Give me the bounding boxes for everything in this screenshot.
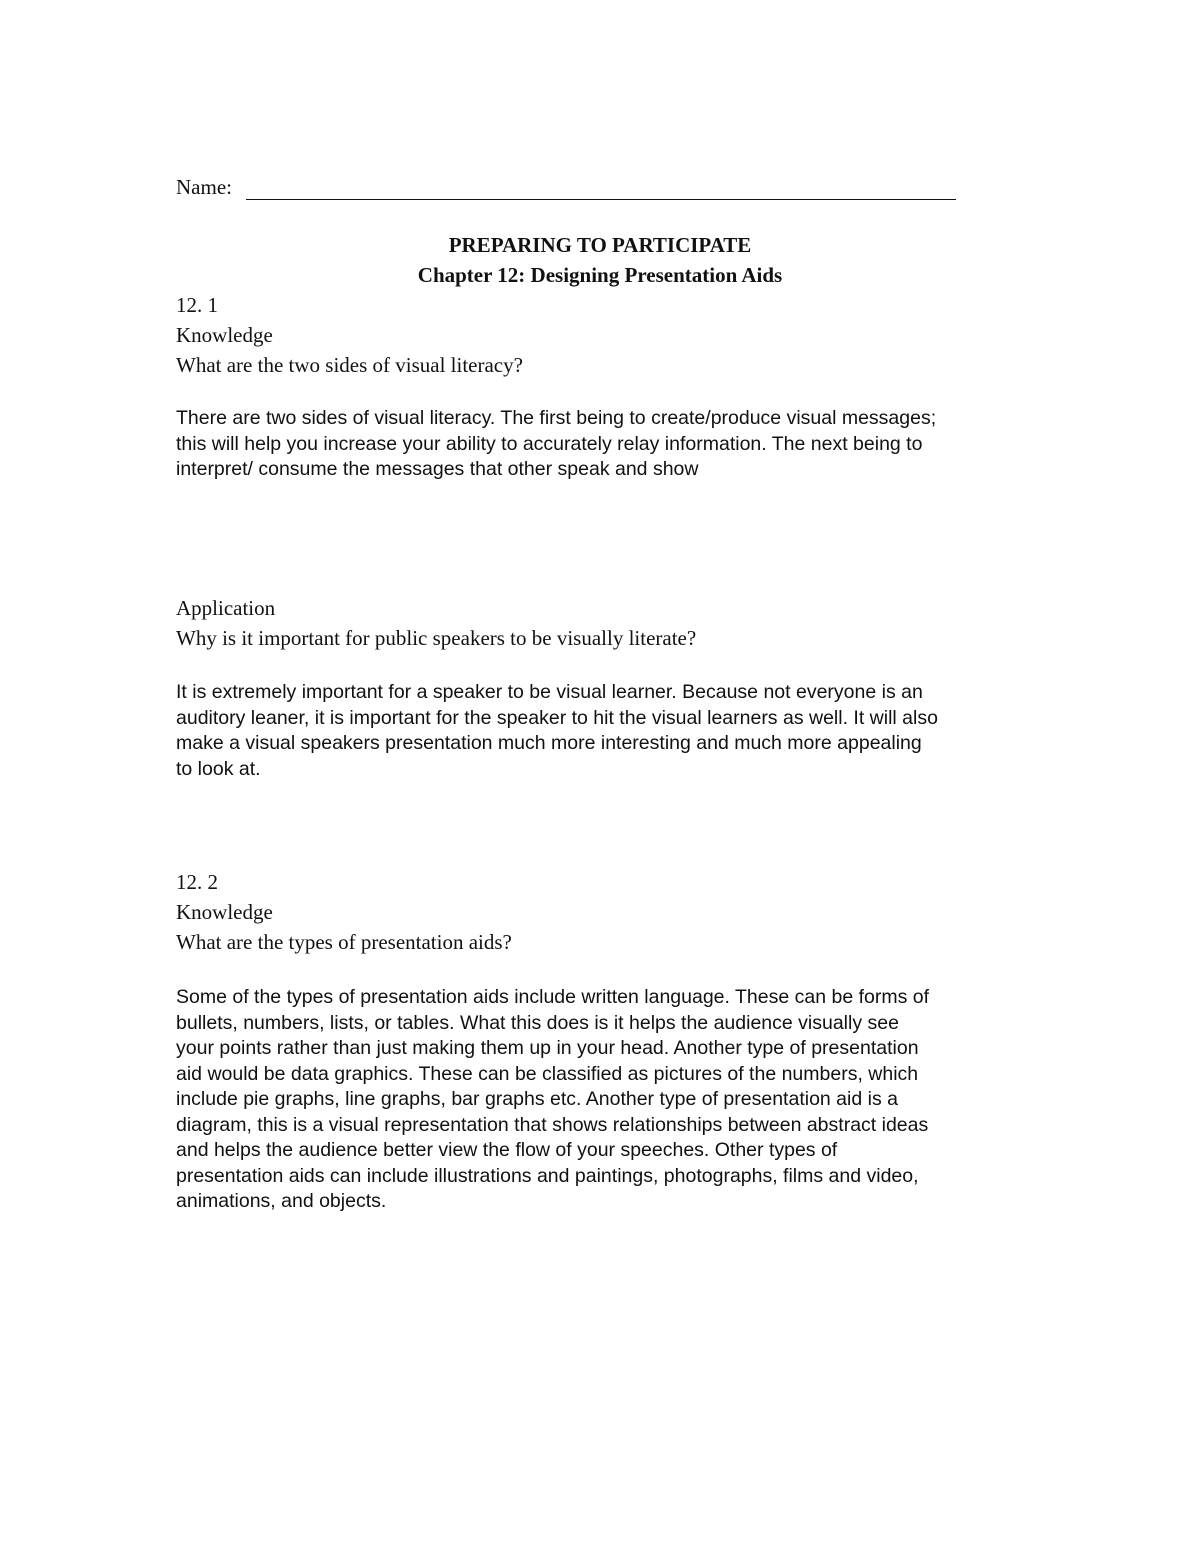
name-label: Name: bbox=[176, 175, 232, 199]
answer-line: auditory leaner, it is important for the speaker to hit the visual learners as well. It will also bbox=[176, 706, 938, 729]
section-number: 12. 1 bbox=[176, 293, 218, 317]
answer-line: bullets, numbers, lists, or tables. What this does is it helps the audience visually see bbox=[176, 1011, 899, 1034]
section-12-1-answer bbox=[176, 406, 1046, 483]
section-12-1-header bbox=[176, 290, 1046, 380]
chapter-title: Chapter 12: Designing Presentation Aids bbox=[417, 263, 783, 287]
answer-line: this will help you increase your ability to accurately relay information. The next being to bbox=[176, 432, 923, 455]
section-level: Knowledge bbox=[176, 900, 273, 924]
answer-line: animations, and objects. bbox=[176, 1190, 387, 1212]
section-12-2-answer bbox=[176, 985, 1046, 1215]
answer-line: There are two sides of visual literacy. The first being to create/produce visual messages; bbox=[176, 407, 937, 429]
section-level: Application bbox=[176, 596, 276, 620]
answer-line: It is extremely important for a speaker to be visual learner. Because not everyone is an bbox=[176, 681, 923, 703]
name-blank-line bbox=[246, 199, 956, 200]
answer-line: include pie graphs, line graphs, bar graphs etc. Another type of presentation aid is a bbox=[176, 1088, 898, 1110]
answer-line: interpret/ consume the messages that other speak and show bbox=[176, 458, 699, 480]
answer-line: diagram, this is a visual representation that shows relationships between abstract ideas bbox=[176, 1113, 929, 1136]
title-line-1: PREPARING TO PARTICIPATE bbox=[448, 233, 752, 257]
answer-line: aid would be data graphics. These can be classified as pictures of the numbers, which bbox=[176, 1062, 919, 1085]
answer-line: presentation aids can include illustrations and paintings, photographs, films and video, bbox=[176, 1164, 919, 1187]
section-number: 12. 2 bbox=[176, 870, 218, 894]
answer-line: and helps the audience better view the flow of your speeches. Other types of bbox=[176, 1139, 838, 1161]
answer-line: Some of the types of presentation aids include written language. These can be forms of bbox=[176, 986, 930, 1008]
answer-line: make a visual speakers presentation much more interesting and much more appealing bbox=[176, 732, 922, 754]
section-application-header bbox=[176, 593, 1046, 653]
answer-line: to look at. bbox=[176, 757, 261, 780]
section-question: What are the two sides of visual literacy? bbox=[176, 353, 523, 377]
name-row bbox=[176, 172, 956, 202]
answer-line: your points rather than just making them up in your head. Another type of presentation bbox=[176, 1037, 919, 1059]
worksheet-title bbox=[176, 230, 1024, 290]
section-question: What are the types of presentation aids? bbox=[176, 930, 512, 954]
section-question: Why is it important for public speakers to be visually literate? bbox=[176, 626, 697, 650]
section-application-answer bbox=[176, 680, 1046, 782]
section-level: Knowledge bbox=[176, 323, 273, 347]
section-12-2-header bbox=[176, 867, 1046, 957]
